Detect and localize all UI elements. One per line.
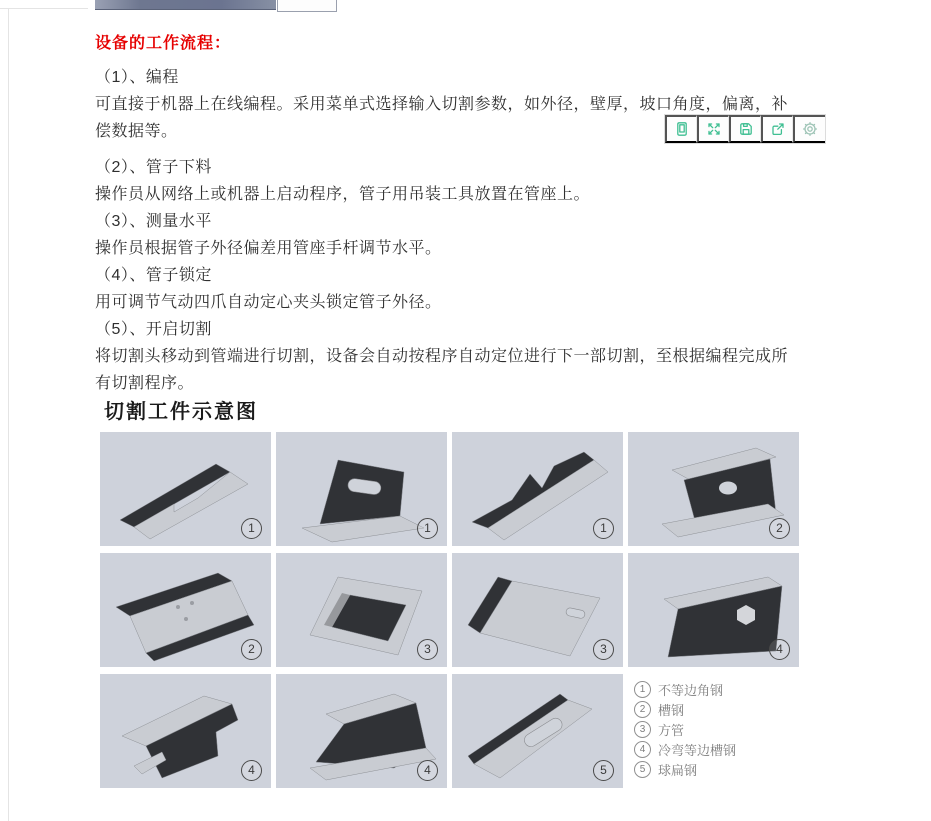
step-1-body: 可直接于机器上在线编程。采用菜单式选择输入切割参数，如外径，壁厚，坡口角度，偏离，补偿数据等。 — [95, 96, 789, 140]
document-floating-toolbar — [664, 114, 826, 144]
workpiece-grid — [100, 432, 799, 788]
tile-number-badge: 1 — [241, 518, 262, 539]
workpiece-tile-bracket-slot — [276, 432, 447, 546]
tile-number-badge: 2 — [769, 518, 790, 539]
cropped-image-cell — [277, 0, 337, 12]
page-top-border — [0, 8, 88, 9]
legend-label: 球扁钢 — [658, 763, 698, 778]
legend-number-badge: 4 — [634, 741, 651, 758]
share-icon — [770, 121, 786, 137]
tile-number-badge: 1 — [593, 518, 614, 539]
step-1-title: （1）、编程 — [95, 69, 179, 86]
legend-label: 槽钢 — [658, 703, 685, 718]
settings-button[interactable] — [793, 115, 825, 143]
workpiece-tile-square-tube — [452, 553, 623, 667]
save-icon — [738, 121, 754, 137]
legend-item — [634, 682, 799, 697]
step-4-body: 用可调节气动四爪自动定心夹头锁定管子外径。 — [95, 294, 442, 311]
legend-label: 方管 — [658, 723, 685, 738]
workpiece-legend — [628, 674, 799, 788]
mobile-preview-icon — [674, 121, 690, 137]
mobile-preview-button[interactable] — [665, 115, 697, 143]
workflow-text-block — [95, 33, 795, 397]
workpiece-tile-coldformed-channel — [100, 674, 271, 788]
fullscreen-icon — [706, 121, 722, 137]
tile-number-badge: 5 — [593, 760, 614, 781]
tile-number-badge: 2 — [241, 639, 262, 660]
workpiece-tile-serrated-channel — [100, 553, 271, 667]
legend-item — [634, 722, 799, 737]
tile-number-badge: 4 — [417, 760, 438, 781]
page-left-border — [8, 8, 9, 821]
cropped-image-strip — [95, 0, 276, 10]
step-3-body: 操作员根据管子外径偏差用管座手杆调节水平。 — [95, 240, 442, 257]
legend-number-badge: 3 — [634, 721, 651, 738]
workflow-heading: 设备的工作流程： — [95, 35, 232, 52]
workpiece-tile-plate-hex-hole — [628, 553, 799, 667]
tile-number-badge: 3 — [417, 639, 438, 660]
tile-number-badge: 3 — [593, 639, 614, 660]
workpiece-tile-channel-hole — [628, 432, 799, 546]
fullscreen-button[interactable] — [697, 115, 729, 143]
tile-number-badge: 4 — [769, 639, 790, 660]
workpiece-tile-c-channel — [276, 553, 447, 667]
step-5-title: （5）、开启切割 — [95, 321, 212, 338]
step-2-body: 操作员从网络上或机器上启动程序，管子用吊装工具放置在管座上。 — [95, 186, 591, 203]
save-button[interactable] — [729, 115, 761, 143]
workpiece-tile-angle-step — [100, 432, 271, 546]
step-3-title: （3）、测量水平 — [95, 213, 212, 230]
legend-label: 冷弯等边槽钢 — [658, 743, 737, 758]
workpiece-tile-angle-vnotch — [452, 432, 623, 546]
step-2-title: （2）、管子下料 — [95, 159, 212, 176]
step-5-body: 将切割头移动到管端进行切割，设备会自动按程序自动定位进行下一部切割，至根据编程完成所有切割程序。 — [95, 348, 789, 392]
legend-item — [634, 742, 799, 757]
legend-number-badge: 5 — [634, 761, 651, 778]
legend-label: 不等边角钢 — [658, 683, 724, 698]
workpiece-tile-z-beam — [276, 674, 447, 788]
workpiece-tile-bulb-flat — [452, 674, 623, 788]
legend-item — [634, 762, 799, 777]
tile-number-badge: 1 — [417, 518, 438, 539]
share-button[interactable] — [761, 115, 793, 143]
tile-number-badge: 4 — [241, 760, 262, 781]
legend-number-badge: 1 — [634, 681, 651, 698]
legend-item — [634, 702, 799, 717]
step-4-title: （4）、管子锁定 — [95, 267, 212, 284]
figure-title: 切割工件示意图 — [104, 401, 258, 423]
legend-number-badge: 2 — [634, 701, 651, 718]
settings-gear-icon — [802, 121, 818, 137]
